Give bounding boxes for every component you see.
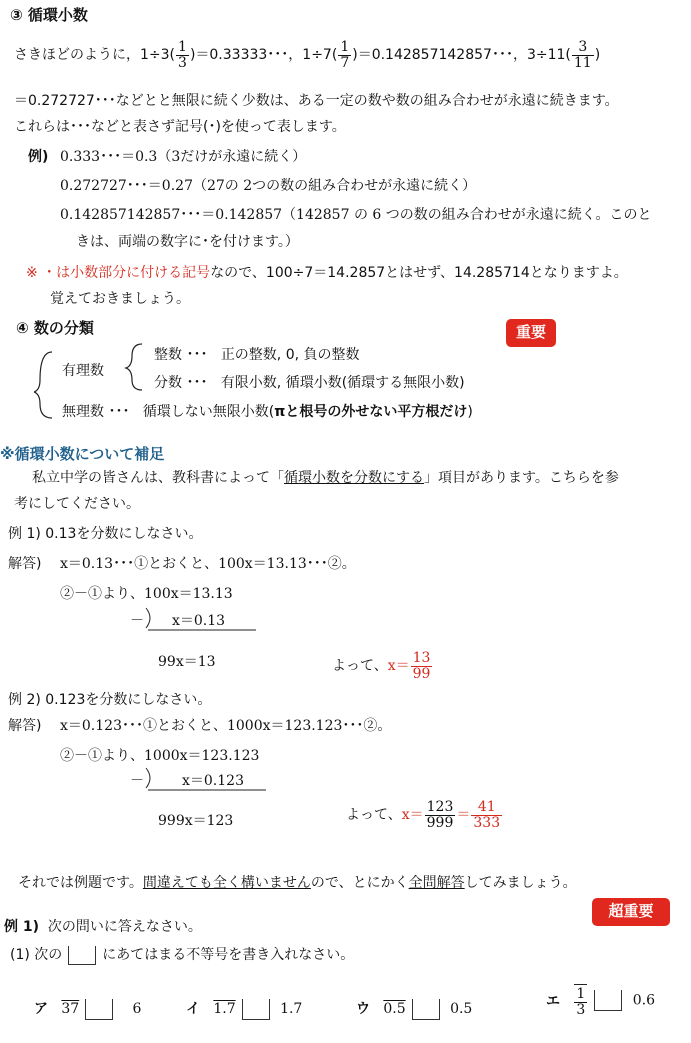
practice-q1: (1) 次の にあてはまる不等号を書き入れなさい。	[10, 947, 355, 963]
section3-line2: ＝0.272727･･･などとと無限に続く少数は、ある一定の数や数の組み合わせが永遠に続きます。	[14, 93, 619, 109]
answer-box-e[interactable]	[594, 990, 622, 1011]
note-red-text: ・は小数部分に付ける記号	[42, 265, 211, 281]
supp-example2-question: 例 2) 0.123を分数にしなさい。	[8, 692, 212, 708]
ex1-result: よって、x＝ $\frac{13}{99}$	[332, 650, 431, 682]
section3-line1: さきほどのように，1÷3( $\frac{1}{3}$ )＝0.33333･･･，1÷7( $\frac{1}{7}$ )＝0.142857142857･･･，3÷11( $\frac{3}{11}$ )	[14, 39, 601, 71]
section3-title: ③ 循環小数	[10, 6, 88, 24]
practice-example-heading: 例 1) 次の問いに答えなさい。	[4, 919, 202, 935]
ex1-answer-line2: ②－①より、100x＝13.13	[60, 586, 233, 602]
item-u: ウ 0.5 0.5	[356, 998, 472, 1020]
ex2-minus: －	[130, 773, 144, 789]
answer-box-a[interactable]	[85, 999, 113, 1020]
ex2-answer-line1: x＝0.123･･･①とおくと、1000x＝123.123･･･②。	[60, 718, 392, 734]
rational-label: 有理数	[62, 363, 104, 379]
ex1-answer-line4: 99x＝13	[158, 654, 216, 670]
irrational-row: 無理数 ･･･ 循環しない無限小数(πと根号の外せない平方根だけ)	[62, 404, 473, 420]
ex2-answer-line3: x＝0.123	[182, 773, 244, 789]
ex2-result: よって、x＝ $\frac{123}{999}$ ＝ $\frac{41}{333}$	[346, 799, 501, 831]
ex1-answer-line3: x＝0.13	[172, 613, 226, 629]
example-1: 0.333･･･＝0.3（3だけが永遠に続く）	[60, 149, 307, 165]
note-line2: 覚えておきましょう。	[50, 291, 190, 307]
supplement-para1: 私立中学の皆さんは、教科書によって「循環小数を分数にする」項目があります。こちらを参	[32, 470, 619, 486]
supp-example1-question: 例 1) 0.13を分数にしなさい。	[8, 526, 203, 542]
ex1-minus: －	[130, 613, 144, 629]
section3-line3: これらは･･･などと表さず記号(･)を使って表します。	[14, 119, 346, 135]
supplement-para2: 考にしてください。	[14, 496, 140, 512]
answer-box-u[interactable]	[412, 999, 440, 1020]
ex1-answer-line1: x＝0.13･･･①とおくと、100x＝13.13･･･②。	[60, 556, 356, 572]
ex1-subtract-line	[144, 606, 258, 634]
answer-label-1: 解答)	[8, 556, 42, 572]
answer-box-i[interactable]	[242, 999, 270, 1020]
item-e: エ $\frac{1}{3}$ 0.6	[546, 986, 655, 1018]
ex2-answer-line4: 999x＝123	[158, 813, 234, 829]
ex2-subtract-line	[144, 766, 268, 794]
ex2-answer-line2: ②－①より、1000x＝123.123	[60, 748, 260, 764]
fraction-row: 分数 ･･･ 有限小数, 循環小数(循環する無限小数)	[154, 375, 465, 391]
note-line: ※ ・は小数部分に付ける記号なので、100÷7＝14.2857とはせず、14.285714となりますよ。	[26, 265, 628, 281]
very-important-badge: 超重要	[592, 898, 670, 926]
section4-title: ④ 数の分類	[16, 319, 94, 337]
example-3: 0.142857142857･･･＝0.142857（142857 の 6 つの数の組み合わせが永遠に続く。このと	[60, 207, 652, 223]
example-3-cont: きは、両端の数字に･を付けます。）	[76, 234, 299, 250]
item-i: イ 1.7 1.7	[186, 998, 302, 1020]
practice-intro: それでは例題です。間違えても全く構いませんので、とにかく全問解答してみましょう。	[18, 875, 577, 891]
example-2: 0.272727･･･＝0.27（27の 2つの数の組み合わせが永遠に続く）	[60, 178, 477, 194]
item-a: ア 37 6	[34, 998, 141, 1020]
answer-label-2: 解答)	[8, 718, 42, 734]
supplement-title: ※循環小数について補足	[0, 445, 165, 463]
integer-row: 整数 ･･･ 正の整数, 0, 負の整数	[154, 347, 360, 363]
important-badge: 重要	[506, 319, 556, 347]
example-label: 例)	[28, 149, 49, 165]
